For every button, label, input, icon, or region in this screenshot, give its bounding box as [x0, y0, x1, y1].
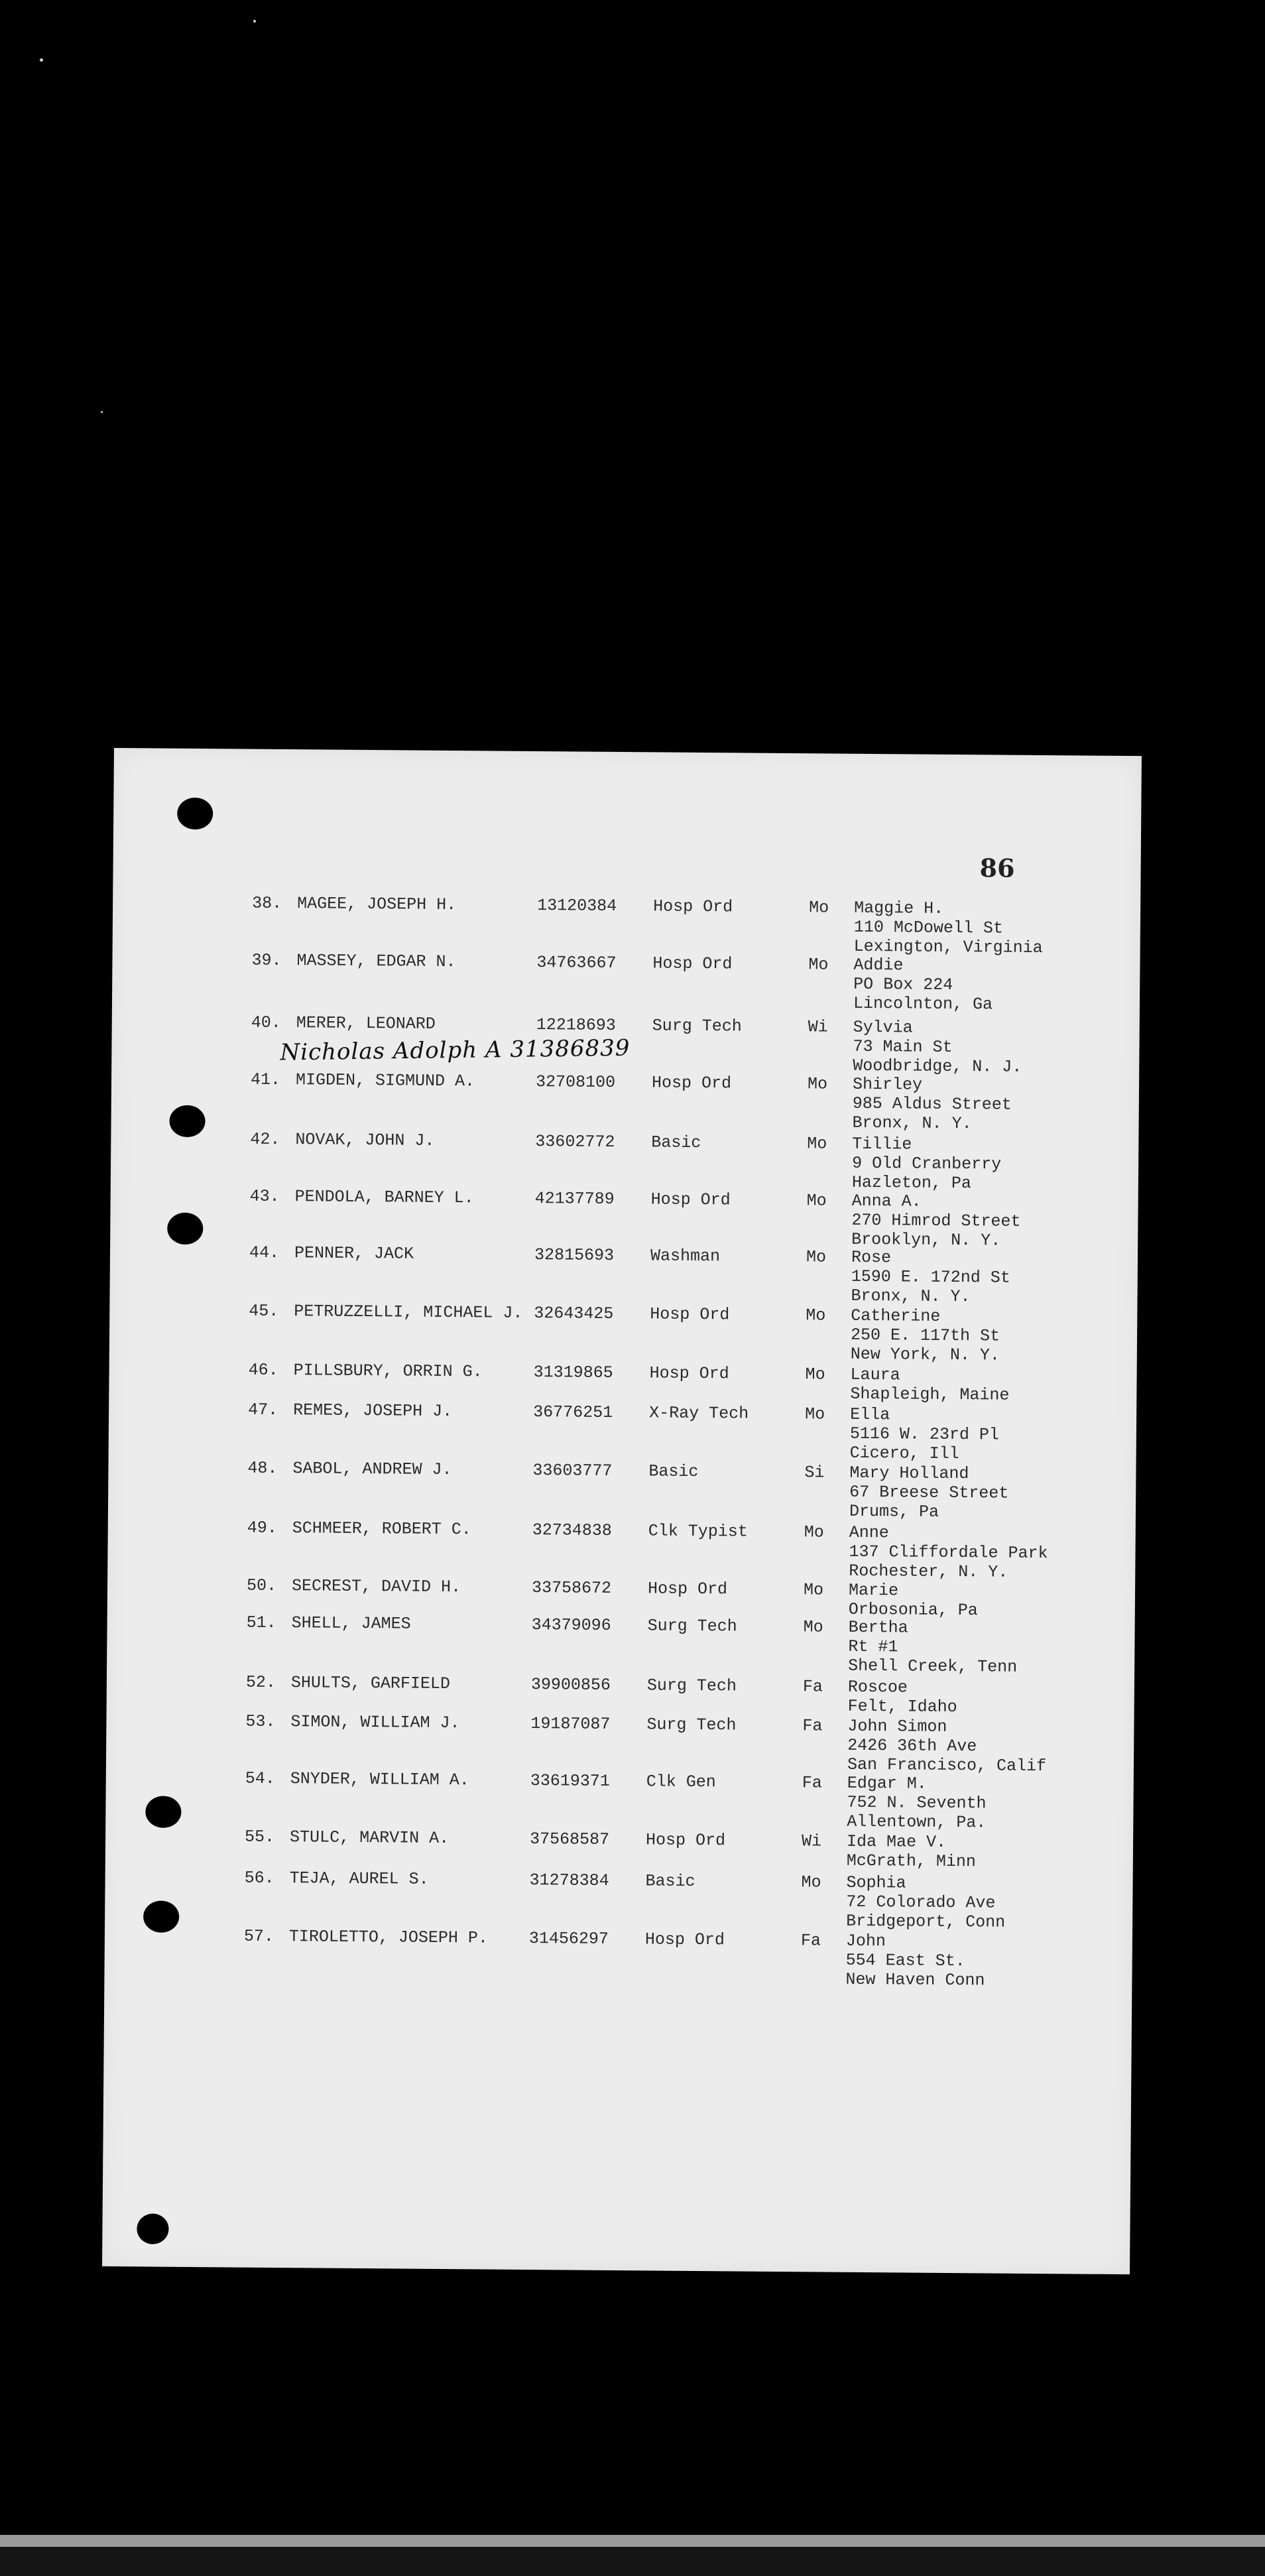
next-of-kin-line: 752 N. Seventh — [847, 1792, 987, 1813]
entry-name: PENNER, JACK — [294, 1243, 414, 1264]
next-of-kin-line: Ida Mae V. — [846, 1831, 947, 1852]
entry-duty: Surg Tech — [652, 1016, 742, 1036]
next-of-kin-line: Bronx, N. Y. — [851, 1286, 971, 1307]
next-of-kin-line: Bridgeport, Conn — [846, 1911, 1006, 1932]
entry-name: PENDOLA, BARNEY L. — [294, 1187, 474, 1208]
next-of-kin-line: Rochester, N. Y. — [849, 1561, 1008, 1582]
roster-list — [102, 748, 1142, 2274]
next-of-kin-line: 110 McDowell St — [853, 917, 1004, 938]
entry-serial-number: 12218693 — [536, 1015, 616, 1035]
next-of-kin-line: 5116 W. 23rd Pl — [849, 1424, 1000, 1445]
entry-number: 45. — [249, 1301, 279, 1321]
entry-duty: Hosp Ord — [650, 1304, 730, 1325]
next-of-kin-line: Sylvia — [853, 1017, 913, 1038]
next-of-kin-line: Anne — [849, 1522, 889, 1543]
entry-relationship: Wi — [808, 1017, 828, 1037]
entry-duty: Hosp Ord — [645, 1830, 726, 1851]
entry-duty: Surg Tech — [647, 1616, 737, 1636]
entry-serial-number: 37568587 — [529, 1829, 610, 1849]
entry-serial-number: 36776251 — [533, 1402, 613, 1422]
roster-entry — [105, 1867, 1133, 1932]
entry-number: 40. — [251, 1012, 281, 1032]
next-of-kin-line: 9 Old Cranberry — [852, 1153, 1002, 1174]
entry-serial-number: 31278384 — [529, 1870, 609, 1890]
entry-relationship: Mo — [806, 1247, 827, 1267]
next-of-kin-line: 554 East St. — [845, 1950, 965, 1971]
entry-duty: Clk Gen — [646, 1772, 716, 1792]
next-of-kin-line: Roscoe — [847, 1677, 908, 1697]
entry-serial-number: 13120384 — [537, 896, 617, 916]
entry-duty: Surg Tech — [646, 1715, 737, 1735]
entry-duty: Basic — [648, 1461, 699, 1481]
entry-name: SABOL, ANDREW J. — [292, 1459, 452, 1480]
entry-name: MERER, LEONARD — [296, 1013, 436, 1034]
entry-number: 38. — [252, 893, 282, 913]
next-of-kin-line: Rose — [851, 1247, 892, 1268]
entry-relationship: Fa — [802, 1716, 823, 1736]
entry-number: 55. — [244, 1827, 275, 1847]
next-of-kin-line: Drums, Pa — [849, 1501, 939, 1522]
entry-relationship: Mo — [807, 1074, 828, 1094]
next-of-kin-line: Shirley — [852, 1074, 923, 1095]
next-of-kin-line: Bronx, N. Y. — [852, 1113, 972, 1134]
entry-relationship: Mo — [801, 1872, 821, 1892]
next-of-kin-line: Anna A. — [851, 1191, 922, 1211]
next-of-kin-line: PO Box 224 — [853, 974, 953, 995]
entry-name: STULC, MARVIN A. — [289, 1827, 450, 1849]
next-of-kin-line: 67 Breese Street — [849, 1482, 1009, 1503]
entry-number: 52. — [245, 1672, 276, 1692]
next-of-kin-line: Marie — [848, 1580, 899, 1601]
next-of-kin-line: 72 Colorado Ave — [846, 1892, 996, 1913]
next-of-kin-line: Laura — [850, 1365, 900, 1385]
entry-duty: Hosp Ord — [650, 1190, 731, 1210]
next-of-kin-line: Lincolnton, Ga — [853, 993, 993, 1014]
entry-serial-number: 34379096 — [531, 1615, 611, 1635]
entry-number: 51. — [246, 1613, 276, 1632]
entry-name: TEJA, AUREL S. — [289, 1869, 429, 1889]
next-of-kin-line: Mary Holland — [849, 1463, 969, 1484]
entry-duty: Hosp Ord — [647, 1579, 728, 1599]
next-of-kin-line: San Francisco, Calif — [847, 1754, 1047, 1776]
entry-serial-number: 19187087 — [530, 1713, 611, 1734]
entry-relationship: Mo — [806, 1191, 827, 1211]
entry-serial-number: 34763667 — [536, 953, 617, 973]
roster-entry — [111, 1129, 1138, 1194]
entry-name: REMES, JOSEPH J. — [293, 1400, 453, 1422]
next-of-kin-line: Tillie — [852, 1134, 912, 1154]
entry-name: SCHMEER, ROBERT C. — [292, 1518, 471, 1540]
entry-duty: Surg Tech — [646, 1676, 737, 1696]
next-of-kin-line: McGrath, Minn — [846, 1851, 977, 1872]
entry-number: 42. — [250, 1129, 280, 1149]
entry-relationship: Si — [804, 1463, 825, 1483]
entry-duty: Basic — [645, 1871, 695, 1891]
next-of-kin-line: 1590 E. 172nd St — [851, 1266, 1010, 1288]
entry-name: PETRUZZELLI, MICHAEL J. — [294, 1302, 523, 1323]
entry-name: MASSEY, EDGAR N. — [296, 951, 456, 972]
roster-entry — [109, 1457, 1136, 1522]
next-of-kin-line: New Haven Conn — [845, 1969, 985, 1991]
next-of-kin-line: Lexington, Virginia — [853, 936, 1043, 958]
entry-relationship: Fa — [800, 1931, 821, 1951]
next-of-kin-line: 137 Cliffordale Park — [849, 1542, 1048, 1564]
roster-entry — [111, 1186, 1138, 1251]
entry-number: 49. — [247, 1518, 277, 1538]
entry-number: 57. — [243, 1926, 274, 1946]
entry-name: PILLSBURY, ORRIN G. — [293, 1361, 483, 1382]
entry-serial-number: 42137789 — [534, 1189, 615, 1209]
entry-duty: Hosp Ord — [651, 1073, 732, 1093]
next-of-kin-line: 985 Aldus Street — [852, 1093, 1012, 1115]
entry-relationship: Mo — [807, 1134, 827, 1154]
next-of-kin-line: Bertha — [848, 1617, 908, 1638]
roster-entry — [107, 1711, 1134, 1776]
entry-name: SIMON, WILLIAM J. — [290, 1712, 460, 1733]
entry-name: TIROLETTO, JOSEPH P. — [288, 1927, 489, 1948]
handwritten-annotation: Nicholas Adolph A 31386839 — [280, 1034, 631, 1066]
next-of-kin-line: John Simon — [847, 1716, 947, 1737]
entry-name: SNYDER, WILLIAM A. — [290, 1769, 469, 1790]
entry-relationship: Mo — [803, 1617, 823, 1637]
entry-duty: Hosp Ord — [652, 953, 733, 974]
entry-serial-number: 31319865 — [533, 1362, 613, 1382]
entry-duty: Hosp Ord — [649, 1363, 729, 1384]
scan-speck — [101, 411, 103, 413]
entry-serial-number: 32643425 — [534, 1304, 614, 1323]
next-of-kin-line: John — [845, 1931, 886, 1951]
entry-serial-number: 31456297 — [528, 1928, 609, 1949]
roster-entry — [113, 892, 1140, 958]
next-of-kin-line: Allentown, Pa. — [847, 1811, 987, 1833]
next-of-kin-line: Edgar M. — [847, 1773, 927, 1794]
entry-relationship: Fa — [802, 1773, 822, 1793]
entry-duty: Clk Typist — [648, 1521, 748, 1542]
entry-relationship: Mo — [806, 1306, 826, 1325]
entry-number: 53. — [245, 1711, 276, 1731]
entry-relationship: Mo — [803, 1580, 824, 1600]
next-of-kin-line: Hazleton, Pa — [851, 1172, 972, 1194]
scan-edge — [0, 2535, 1265, 2547]
entry-serial-number: 32708100 — [535, 1072, 616, 1092]
entry-serial-number: 33758672 — [531, 1577, 612, 1598]
entry-duty: Washman — [650, 1246, 721, 1266]
entry-name: SHELL, JAMES — [291, 1613, 411, 1634]
entry-duty: Hosp Ord — [653, 896, 733, 917]
entry-name: SECREST, DAVID H. — [291, 1576, 461, 1597]
entry-relationship: Mo — [804, 1522, 824, 1542]
next-of-kin-line: Cicero, Ill — [849, 1443, 959, 1464]
next-of-kin-line: Addie — [853, 955, 904, 975]
entry-name: MAGEE, JOSEPH H. — [297, 894, 457, 915]
next-of-kin-line: Maggie H. — [854, 898, 944, 918]
entry-name: SHULTS, GARFIELD — [290, 1673, 451, 1694]
entry-number: 39. — [251, 950, 282, 970]
next-of-kin-line: New York, N. Y. — [850, 1344, 1000, 1365]
next-of-kin-line: Felt, Idaho — [847, 1696, 957, 1717]
entry-number: 46. — [248, 1360, 278, 1380]
entry-serial-number: 33603777 — [532, 1460, 613, 1481]
roster-entry — [109, 1300, 1137, 1365]
entry-duty: Basic — [651, 1133, 701, 1152]
scan-speck — [253, 20, 256, 23]
entry-number: 50. — [246, 1575, 277, 1595]
next-of-kin-line: Sophia — [846, 1872, 906, 1893]
entry-relationship: Mo — [809, 898, 829, 918]
entry-relationship: Mo — [805, 1404, 825, 1424]
roster-entry — [108, 1517, 1136, 1582]
next-of-kin-line: Catherine — [851, 1306, 941, 1326]
entry-name: NOVAK, JOHN J. — [295, 1130, 435, 1150]
roster-entry — [107, 1612, 1135, 1677]
entry-relationship: Fa — [802, 1677, 823, 1697]
next-of-kin-line: 270 Himrod Street — [851, 1210, 1021, 1231]
entry-duty: X-Ray Tech — [649, 1403, 749, 1424]
scan-speck — [40, 58, 43, 62]
document-page — [102, 748, 1142, 2274]
entry-relationship: Mo — [805, 1365, 825, 1384]
next-of-kin-line: 2426 36th Ave — [847, 1735, 977, 1756]
entry-number: 41. — [250, 1070, 281, 1089]
entry-number: 43. — [249, 1186, 280, 1206]
entry-serial-number: 33619371 — [530, 1770, 610, 1791]
next-of-kin-line: Ella — [850, 1404, 890, 1425]
scan-edge-dark — [0, 2547, 1265, 2576]
entry-serial-number: 39900856 — [530, 1674, 611, 1695]
next-of-kin-line: 73 Main St — [853, 1036, 953, 1057]
next-of-kin-line: Orbosonia, Pa — [848, 1599, 978, 1621]
entry-relationship: Mo — [808, 955, 829, 975]
entry-number: 56. — [244, 1868, 274, 1888]
entry-number: 47. — [248, 1400, 278, 1420]
entry-name: MIGDEN, SIGMUND A. — [295, 1070, 475, 1091]
entry-serial-number: 33602772 — [535, 1132, 615, 1152]
entry-serial-number: 32815693 — [534, 1245, 615, 1265]
entry-number: 44. — [249, 1243, 280, 1262]
entry-serial-number: 32734838 — [532, 1520, 612, 1540]
next-of-kin-line: Brooklyn, N. Y. — [851, 1229, 1001, 1251]
entry-number: 54. — [245, 1768, 275, 1788]
entry-relationship: Wi — [801, 1831, 822, 1851]
page-number: 86 — [979, 853, 1015, 883]
entry-number: 48. — [247, 1458, 278, 1478]
next-of-kin-line: 250 E. 117th St — [850, 1325, 1000, 1346]
entry-duty: Hosp Ord — [644, 1930, 725, 1950]
next-of-kin-line: Rt #1 — [848, 1636, 898, 1657]
next-of-kin-line: Woodbridge, N. J. — [853, 1056, 1022, 1077]
next-of-kin-line: Shapleigh, Maine — [850, 1384, 1010, 1405]
next-of-kin-line: Shell Creek, Tenn — [848, 1656, 1018, 1677]
